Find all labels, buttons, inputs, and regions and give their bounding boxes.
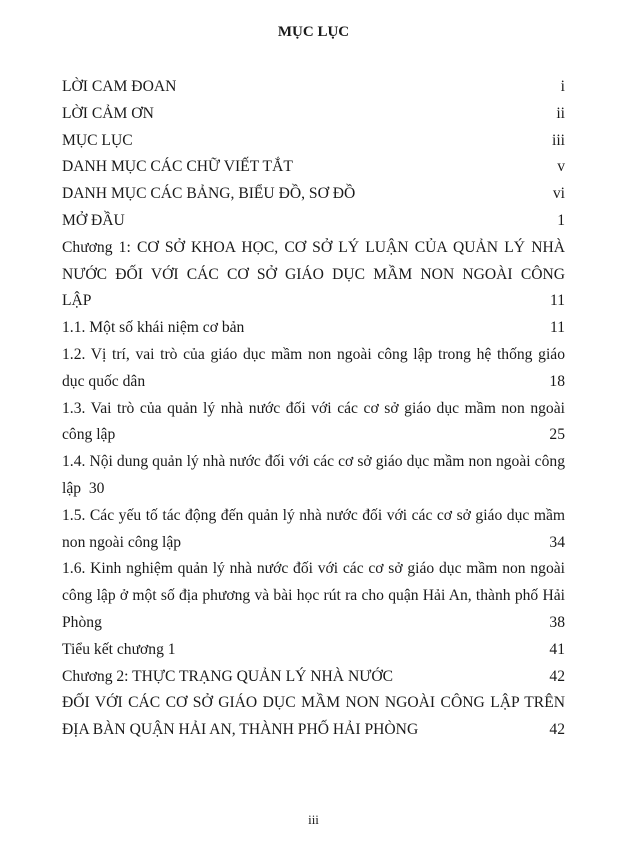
toc-entry-page: 34 (549, 533, 565, 551)
toc-entry-text: LỜI CẢM ƠN (62, 104, 154, 122)
toc-entry (62, 637, 565, 664)
toc-entry (62, 610, 565, 637)
toc-entry-page: 42 (549, 721, 565, 739)
toc-entry-text: DANH MỤC CÁC BẢNG, BIỂU ĐỒ, SƠ ĐỒ (62, 185, 356, 203)
toc-entry-text: MỞ ĐẦU (62, 211, 125, 229)
toc-entry (62, 154, 565, 181)
toc-entry-line: ĐỐI VỚI CÁC CƠ SỞ GIÁO DỤC MẦM NON NGOÀI CÔNG LẬP TRÊN (62, 694, 565, 712)
toc-entry (62, 422, 565, 449)
toc-entry-text: dục quốc dân (62, 372, 146, 390)
toc-entry-page: ii (556, 104, 565, 122)
toc-entry-page: 42 (549, 667, 565, 685)
toc-entry-page: 11 (549, 292, 565, 310)
toc-entry-line: công lập ở một số địa phương và bài học rút ra cho quận Hải An, thành phố Hải (62, 587, 565, 605)
toc-entry-text: LẬP (62, 292, 92, 310)
toc-entry (62, 717, 565, 744)
toc-entry-text: Tiểu kết chương 1 (62, 640, 176, 658)
toc-entry-text: công lập (62, 426, 116, 444)
toc-entry-page: 18 (549, 372, 565, 390)
toc-entry (62, 74, 565, 101)
table-of-contents (62, 74, 565, 744)
toc-entry-page: 11 (549, 319, 565, 337)
page-title: MỤC LỤC (277, 24, 350, 40)
toc-entry (62, 530, 565, 557)
toc-entry-page: v (557, 158, 565, 176)
toc-entry-page: vi (552, 185, 565, 203)
toc-entry-page: 41 (549, 640, 565, 658)
toc-entry-text: non ngoài công lập (62, 533, 182, 551)
toc-entry-line: 1.5. Các yếu tố tác động đến quản lý nhà nước đối với các cơ sở giáo dục mầm (62, 506, 565, 524)
toc-entry-text: Chương 2: THỰC TRẠNG QUẢN LÝ NHÀ NƯỚC (62, 667, 393, 685)
toc-entry-page: 1 (557, 211, 565, 229)
toc-entry (62, 288, 565, 315)
toc-entry-text: LỜI CAM ĐOAN (62, 78, 177, 95)
toc-entry-text: DANH MỤC CÁC CHỮ VIẾT TẮT (62, 158, 293, 176)
toc-entry (62, 181, 565, 208)
toc-entry (62, 369, 565, 396)
toc-entry-line: 1.2. Vị trí, vai trò của giáo dục mầm non ngoài công lập trong hệ thống giáo (62, 345, 565, 363)
toc-entry-line: 1.3. Vai trò của quản lý nhà nước đối với các cơ sở giáo dục mầm non ngoài (62, 399, 565, 417)
toc-entry (62, 101, 565, 128)
toc-entry-text: 1.1. Một số khái niệm cơ bản (62, 319, 245, 337)
toc-entry-page: 38 (549, 613, 565, 631)
toc-entry-line: 1.6. Kinh nghiệm quản lý nhà nước đối với các cơ sở giáo dục mầm non ngoài (62, 560, 565, 578)
toc-entry-text: Phòng (62, 613, 102, 631)
toc-entry-text: lập 30 (62, 479, 105, 497)
toc-entry-page: i (560, 78, 565, 95)
toc-entry (62, 208, 565, 235)
toc-entry (62, 476, 565, 503)
toc-entry (62, 315, 565, 342)
toc-entry-line: 1.4. Nội dung quản lý nhà nước đối với các cơ sở giáo dục mầm non ngoài công (62, 453, 565, 471)
page-number: iii (308, 812, 319, 827)
toc-entry (62, 128, 565, 155)
toc-entry-page: 25 (549, 426, 565, 444)
toc-entry-page: iii (552, 131, 565, 149)
toc-entry-text: ĐỊA BÀN QUẬN HẢI AN, THÀNH PHỐ HẢI PHÒNG (62, 721, 419, 739)
toc-entry-line: Chương 1: CƠ SỞ KHOA HỌC, CƠ SỞ LÝ LUẬN CỦA QUẢN LÝ NHÀ (62, 238, 565, 256)
toc-entry-line: NƯỚC ĐỐI VỚI CÁC CƠ SỞ GIÁO DỤC MẦM NON NGOÀI CÔNG (62, 265, 565, 283)
toc-entry (62, 664, 565, 691)
toc-entry-text: MỤC LỤC (62, 131, 133, 149)
